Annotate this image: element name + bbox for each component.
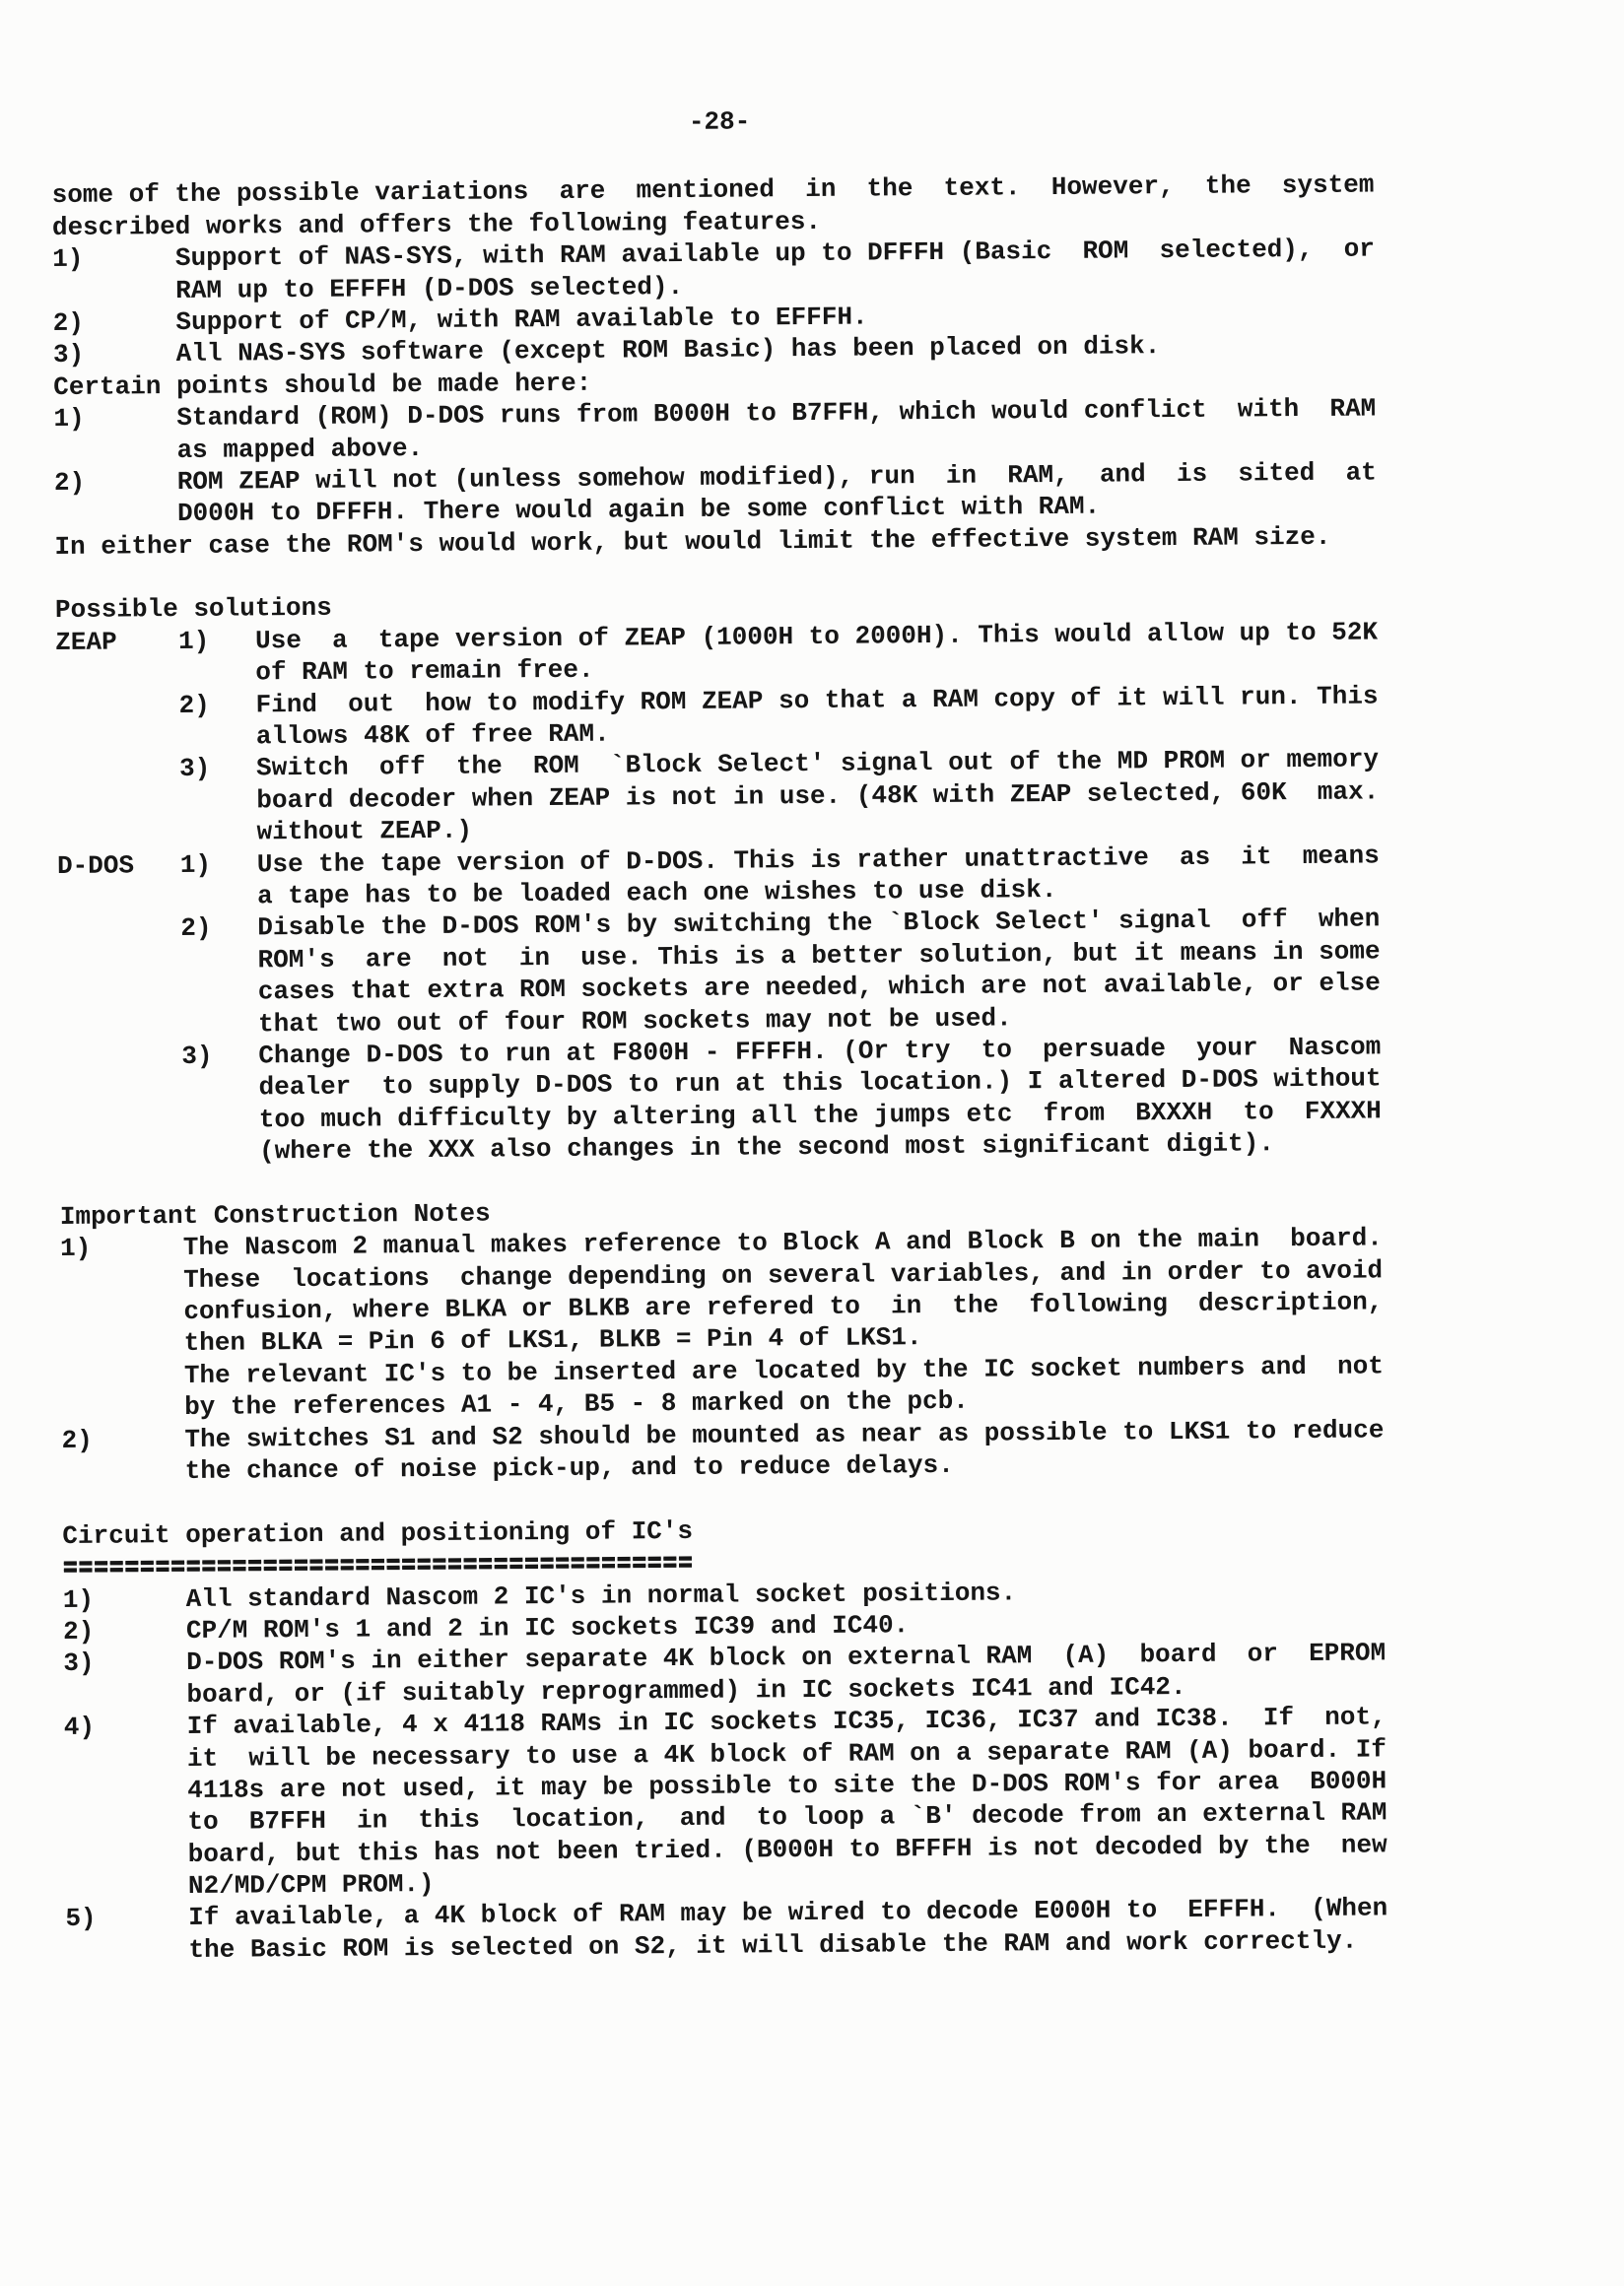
text-line: These locations change depending on several variables, and in order to avoid bbox=[60, 1255, 1384, 1296]
text-line: ZEAP 1) Use a tape version of ZEAP (1000H to 2000H). This would allow up to 52K bbox=[55, 617, 1379, 657]
text-line: 1) All standard Nascom 2 IC's in normal socket positions. bbox=[62, 1577, 1017, 1615]
text-line: as mapped above. bbox=[53, 433, 424, 466]
text-line: 3) D-DOS ROM's in either separate 4K block on external RAM (A) board or EPROM bbox=[63, 1638, 1387, 1679]
page-number: -28- bbox=[688, 106, 751, 137]
text-line: cases that extra ROM sockets are needed, which are not available, or else bbox=[57, 968, 1381, 1009]
text-line: the Basic ROM is selected on S2, it will disable the RAM and work correctly. bbox=[65, 1925, 1358, 1966]
text-line: 4) If available, 4 x 4118 RAMs in IC sockets IC35, IC36, IC37 and IC38. If not, bbox=[63, 1702, 1387, 1743]
text-line: board decoder when ZEAP is not in use. (48K with ZEAP selected, 60K max. bbox=[56, 776, 1380, 817]
text-line: the chance of noise pick-up, and to reduce delays. bbox=[61, 1449, 954, 1487]
text-line: then BLKA = Pin 6 of LKS1, BLKB = Pin 4 of LKS1. bbox=[60, 1322, 922, 1360]
text-line: without ZEAP.) bbox=[56, 815, 473, 849]
text-line: too much difficulty by altering all the jumps etc from BXXXH to FXXXH bbox=[58, 1096, 1382, 1136]
text-line: allows 48K of free RAM. bbox=[55, 718, 610, 754]
text-line: 3) Switch off the ROM `Block Select' signal out of the MD PROM or memory bbox=[56, 744, 1380, 785]
text-line: Possible solutions bbox=[54, 593, 332, 626]
text-line: 2) Support of CP/M, with RAM available to EFFFH. bbox=[52, 302, 868, 338]
text-line: D-DOS 1) Use the tape version of D-DOS. This is rather unattractive as it means bbox=[56, 840, 1380, 881]
text-line: dealer to supply D-DOS to run at this location.) I altered D-DOS without bbox=[58, 1063, 1382, 1105]
text-line: N2/MD/CPM PROM.) bbox=[65, 1869, 435, 1903]
text-line: confusion, where BLKA or BLKB are refered to in the following description, bbox=[60, 1287, 1384, 1328]
text-line: some of the possible variations are mentioned in the text. However, the system bbox=[51, 169, 1375, 211]
text-line: ROM's are not in use. This is a better solution, but it means in some bbox=[57, 936, 1381, 976]
text-line: Certain points should be made here: bbox=[53, 368, 592, 402]
text-line: 2) ROM ZEAP will not (unless somehow modified), run in RAM, and is sited at bbox=[53, 457, 1377, 498]
text-line: board, but this has not been tried. (B000H to BFFFH is not decoded by the new bbox=[64, 1830, 1387, 1870]
text-line: 2) CP/M ROM's 1 and 2 in IC sockets IC39 and IC40. bbox=[63, 1610, 910, 1647]
text-line: 4118s are not used, it may be possible to site the D-DOS ROM's for area B000H bbox=[64, 1766, 1387, 1806]
text-line: that two out of four ROM sockets may not be used. bbox=[58, 1002, 1012, 1041]
text-line: In either case the ROM's would work, but would limit the effective system RAM size. bbox=[54, 521, 1331, 562]
text-line: a tape has to be loaded each one wishes to use disk. bbox=[57, 874, 1057, 912]
heading-underline: ========================================= bbox=[62, 1548, 694, 1583]
text-line: 3) Change D-DOS to run at F800H - FFFFH. (Or try to persuade your Nascom bbox=[58, 1032, 1382, 1072]
text-line: Circuit operation and positioning of IC's bbox=[62, 1515, 694, 1551]
text-line: to B7FFH in this location, and to loop a `B' decode from an external RAM bbox=[64, 1797, 1387, 1839]
text-line: it will be necessary to use a 4K block of RAM on a separate RAM (A) board. If bbox=[64, 1733, 1387, 1775]
text-line: The relevant IC's to be inserted are located by the IC socket numbers and not bbox=[60, 1351, 1384, 1391]
text-line: 2) Find out how to modify ROM ZEAP so that a RAM copy of it will run. This bbox=[55, 681, 1379, 721]
text-line: board, or (if suitably reprogrammed) in IC sockets IC41 and IC42. bbox=[63, 1671, 1186, 1711]
text-line: 5) If available, a 4K block of RAM may be wired to decode E000H to EFFFH. (When bbox=[65, 1893, 1388, 1934]
text-line: 1) Support of NAS-SYS, with RAM available up to DFFFH (Basic ROM selected), or bbox=[52, 234, 1376, 275]
text-line: (where the XXX also changes in the second most significant digit). bbox=[59, 1128, 1274, 1169]
text-line: 2) The switches S1 and S2 should be mounted as near as possible to LKS1 to reduce bbox=[61, 1415, 1385, 1455]
text-line: Important Construction Notes bbox=[59, 1198, 491, 1232]
text-line: 2) Disable the D-DOS ROM's by switching the `Block Select' signal off when bbox=[57, 904, 1381, 945]
text-line: 1) The Nascom 2 manual makes reference to Block A and Block B on the main board. bbox=[59, 1223, 1383, 1264]
text-line: described works and offers the following features. bbox=[51, 206, 822, 242]
text-line: RAM up to EFFFH (D-DOS selected). bbox=[52, 271, 684, 306]
text-line: 1) Standard (ROM) D-DOS runs from B000H to B7FFH, which would conflict with RAM bbox=[53, 393, 1377, 435]
text-line: by the references A1 - 4, B5 - 8 marked on the pcb. bbox=[61, 1385, 969, 1424]
typewritten-text-block bbox=[51, 101, 1402, 1967]
text-line: 3) All NAS-SYS software (except ROM Basic) has been placed on disk. bbox=[52, 331, 1161, 370]
text-line: D000H to DFFFH. There would again be some conflict with RAM. bbox=[54, 491, 1101, 530]
document-lines bbox=[52, 169, 1402, 1967]
text-line: of RAM to remain free. bbox=[55, 654, 594, 690]
